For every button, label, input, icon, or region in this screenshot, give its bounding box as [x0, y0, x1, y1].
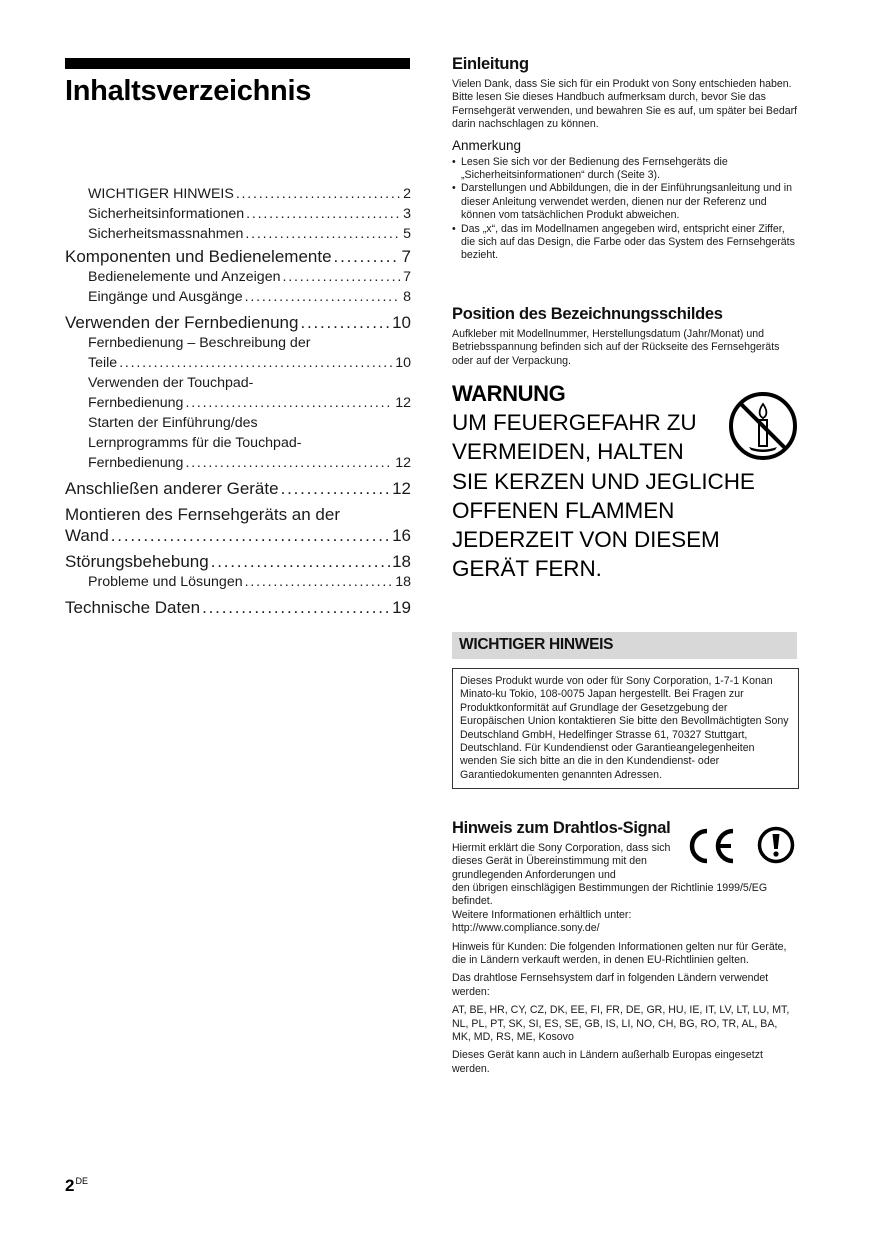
toc-label: Technische Daten — [65, 598, 201, 617]
toc-page: 16 — [392, 526, 411, 545]
list-item: • Das „x“, das im Modellnamen angegeben wird, entspricht einer Ziffer, die sich auf das Design, die Farbe oder das System des Fernsehgeräts bezieht. — [452, 223, 798, 263]
drahtlos-country-list: AT, BE, HR, CY, CZ, DK, EE, FI, FR, DE, GR, HU, IE, IT, LV, LT, LU, MT, NL, PL, PT, SK, SI, ES, SE, GB, IS, LI, NO, CH, BG, RO, TR, AL, BA, MK, MD, RS, ME, Kosovo — [452, 1004, 790, 1044]
toc-label: Anschließen anderer Geräte — [65, 479, 279, 498]
toc-page: 12 — [395, 395, 411, 411]
toc-label: Verwenden der Fernbedienung — [65, 313, 299, 332]
toc-page: 12 — [392, 479, 411, 498]
toc-entry-fernbedienung-teile[interactable] — [65, 353, 411, 373]
list-item: • Darstellungen und Abbildungen, die in der Einführungsanleitung und in dieser Anleitung verwendet werden, dienen nur der Referenz und können vom tatsächlichen Produkt abweichen. — [452, 182, 798, 222]
toc-entry-fernbedienung[interactable] — [65, 312, 411, 333]
toc-label-line: Starten der Einführung/des — [88, 415, 258, 431]
toc-label: Teile — [88, 355, 118, 371]
toc-entry-probleme[interactable] — [65, 572, 411, 592]
position-heading: Position des Bezeichnungsschildes — [452, 305, 723, 323]
einleitung-paragraph-2: Bitte lesen Sie dieses Handbuch aufmerksam durch, bevor Sie das Fernsehgerät verwenden, und bewahren Sie es auf, um später bei Bedarf darin nachschlagen zu können. — [452, 91, 798, 131]
warning-line: OFFENEN FLAMMEN — [452, 497, 675, 523]
warning-heading: WARNUNG — [452, 381, 566, 406]
toc-page: 18 — [392, 552, 411, 571]
toc-label: Bedienelemente und Anzeigen — [88, 269, 281, 285]
toc-page: 19 — [392, 598, 411, 617]
toc-label: Fernbedienung — [88, 395, 184, 411]
table-of-contents — [65, 184, 411, 618]
ce-mark-icon — [687, 826, 739, 866]
toc-label-line: Fernbedienung – Beschreibung der — [88, 335, 311, 351]
toc-label-line: Lernprogramms für die Touchpad- — [88, 435, 302, 451]
toc-entry-lernprogramm[interactable] — [65, 453, 411, 473]
page-number: 2DE — [65, 1176, 88, 1195]
toc-page: 2 — [403, 186, 411, 202]
toc-label: Sicherheitsinformationen — [88, 206, 245, 222]
drahtlos-paragraph-1a: Hiermit erklärt die Sony Corporation, dass sich dieses Gerät in Übereinstimmung mit den grundlegenden Anforderungen und — [452, 842, 671, 881]
toc-label: Störungsbehebung — [65, 552, 209, 571]
toc-label: Sicherheitsmassnahmen — [88, 226, 244, 242]
toc-label-line: Verwenden der Touchpad- — [88, 375, 254, 391]
toc-entry-bedienelemente[interactable] — [65, 267, 411, 287]
hinweis-paragraph: Dieses Produkt wurde von oder für Sony Corporation, 1-7-1 Konan Minato-ku Tokio, 108-0075 Japan hergestellt. Bei Fragen zur Produktkonformität auf Grundlage der Gesetzgebung der Europäischen Union kontaktieren Sie bitte den Bevollmächtigten Sony Deutschland GmbH, Hedelfinger Strasse 61, 70327 Stuttgart, Deutschland. Für Kundendienst oder Garantieangelegenheiten wenden Sie sich bitte an die in den Kundendienst- oder Garantiedokumenten genannten Adressen. — [460, 675, 789, 781]
toc-label: WICHTIGER HINWEIS — [88, 186, 234, 202]
position-paragraph: Aufkleber mit Modellnummer, Herstellungsdatum (Jahr/Monat) und Betriebsspannung befinden sich auf der Rückseite des Fernsehgeräts oder auf der Verpackung. — [452, 328, 780, 367]
toc-page: 12 — [395, 455, 411, 471]
toc-page: 8 — [403, 289, 411, 305]
toc-entry-touchpad[interactable] — [65, 393, 411, 413]
toc-page: 10 — [392, 313, 411, 332]
toc-page: 7 — [403, 269, 411, 285]
toc-label: Komponenten und Bedienelemente — [65, 247, 332, 266]
toc-entry-technische-daten[interactable] — [65, 597, 411, 618]
warning-line: JEDERZEIT VON DIESEM — [452, 527, 720, 553]
toc-label: Fernbedienung — [88, 455, 184, 471]
toc-page: 5 — [403, 226, 411, 242]
anmerkung-heading: Anmerkung — [452, 137, 522, 153]
drahtlos-paragraph-2: Weitere Informationen erhältlich unter: — [452, 908, 632, 921]
einleitung-section — [452, 54, 798, 263]
toc-entry-sicherheitsinformationen[interactable] — [65, 204, 411, 224]
toc-page: 18 — [395, 574, 411, 590]
compliance-url[interactable]: http://www.compliance.sony.de/ — [452, 922, 600, 935]
toc-page: 7 — [401, 247, 411, 266]
toc-entry-sicherheitsmassnahmen[interactable] — [65, 224, 411, 244]
toc-entry-eingaenge[interactable] — [65, 287, 411, 307]
warning-line: SIE KERZEN UND JEGLICHE — [452, 468, 755, 494]
toc-label-line: Montieren des Fernsehgeräts an der — [65, 505, 340, 524]
warning-line: UM FEUERGEFAHR ZU — [452, 410, 697, 435]
drahtlos-paragraph-1b: den übrigen einschlägigen Bestimmungen der Richtlinie 1999/5/EG befindet. — [452, 882, 768, 908]
toc-entry-komponenten[interactable] — [65, 246, 411, 267]
alert-icon — [757, 826, 795, 864]
warning-line: VERMEIDEN, HALTEN — [452, 439, 684, 465]
toc-label: Eingänge und Ausgänge — [88, 289, 243, 305]
toc-entry-wand[interactable] — [65, 525, 411, 546]
toc-header-rule — [65, 58, 410, 69]
warning-line: GERÄT FERN. — [452, 556, 602, 582]
no-candle-icon — [727, 390, 799, 462]
toc-label: Probleme und Lösungen — [88, 574, 243, 590]
toc-entry-wichtiger-hinweis[interactable] — [65, 184, 411, 204]
anmerkung-list — [452, 156, 798, 263]
position-section — [452, 304, 798, 368]
toc-page: 10 — [395, 355, 411, 371]
einleitung-heading: Einleitung — [452, 55, 529, 73]
toc-page: 3 — [403, 206, 411, 222]
drahtlos-paragraph-4: Das drahtlose Fernsehsystem darf in folgenden Ländern verwendet werden: — [452, 972, 769, 998]
einleitung-paragraph-1: Vielen Dank, dass Sie sich für ein Produkt von Sony entschieden haben. — [452, 78, 792, 90]
page-title: Inhaltsverzeichnis — [65, 75, 312, 107]
toc-entry-anschliessen[interactable] — [65, 478, 411, 499]
list-item: • Lesen Sie sich vor der Bedienung des Fernsehgeräts die „Sicherheitsinformationen“ durch (Seite 3). — [452, 156, 798, 183]
toc-entry-stoerungsbehebung[interactable] — [65, 551, 411, 572]
drahtlos-body — [452, 882, 798, 1076]
hinweis-box — [452, 668, 799, 789]
drahtlos-paragraph-3: Hinweis für Kunden: Die folgenden Informationen gelten nur für Geräte, die in Ländern verkauft werden, in denen EU-Richtlinien gelten. — [452, 940, 787, 967]
toc-label: Wand — [65, 526, 109, 545]
hinweis-heading-bar — [452, 632, 797, 659]
drahtlos-heading: Hinweis zum Drahtlos-Signal — [452, 819, 671, 837]
drahtlos-paragraph-6: Dieses Gerät kann auch in Ländern außerhalb Europas eingesetzt werden. — [452, 1049, 763, 1075]
hinweis-heading: WICHTIGER HINWEIS — [459, 636, 614, 653]
